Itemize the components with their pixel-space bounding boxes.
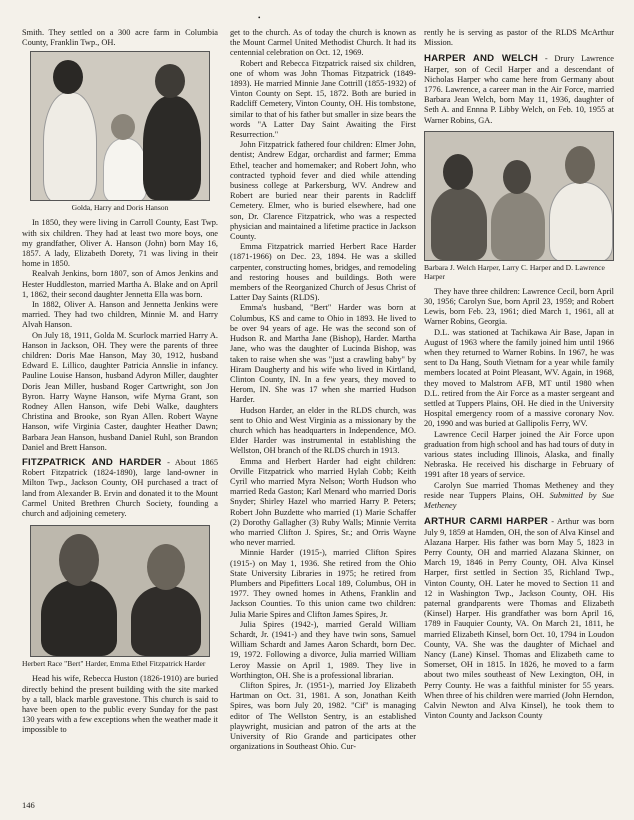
col2-paragraph-6: Hudson Harder, an elder in the RLDS church, was sent to Ohio and West Virginia as a missionary by the church which has headquarters in Independence, MO. Elder Harder was instrumental in establishing the Wellston, OH branch of the RLDS church in 1913. [230, 405, 416, 456]
col1-paragraph-3: In 1882, Oliver A. Hanson and Jennetta Jenkins were married. They had two children, Minnie M. and Harry Alvah Hanson. [22, 300, 218, 330]
col2-paragraph-2: Robert and Rebecca Fitzpatrick raised six children, one of whom was John Thomas Fitzpatrick (1849-1893). He married Minnie Jane Cottrill (1855-1932) of Vinton County on Sept. 15, 1872. Both are buried in Radcliff Cemetery, Vinton County, OH. His tombstone, similar to that of his father but smaller in size bears the words "A Latter Day Saint Awaiting the First Resurrection." [230, 58, 416, 140]
top-mark: • [258, 14, 261, 22]
col3-section-harper-welch [424, 54, 614, 125]
col1-paragraph-5: - About 1865 Robert Fitzpatrick (1824-1890), large land-owner in Milton Twp., Jackson County, OH purchased a tract of land from Alexander B. Ervin and donated it to the Mount Carmel United Brethren Church Society, founding a church and adjoining cemetery. [22, 458, 218, 519]
photo-hanson-family [30, 51, 210, 201]
col1-paragraph-6: Head his wife, Rebecca Huston (1826-1910) are buried directly behind the present building with the site marked by a tall, black marble gravestone. This church is said to have been open to the public every Sunday for the past 130 years with a few exceptions when the weather made it impossible to [22, 674, 218, 735]
col3-paragraph-7: - Arthur was born July 9, 1859 at Hamden, OH, the son of Alva Kinsel and Alazana Harper. His father was born May 5, 1823 in Perry County, OH and married Alazana Skinner, on March 19, 1846 in Perry County, OH. Alva Kinsel Harper, first settled in Section 35, Richland Twp., Vinton County, OH. Later he moved to Section 11 and 12 in Washington Twp., Jackson County, OH. His paternal grandparents were Thomas and Elizabeth (Kinsel) Harper. His grandfather was born April 16, 1789 in Fauquier County, VA. On March 21, 1811, he married Elizabeth Kinsel, born Oct. 10, 1794 in Loudon County, VA. She was the daughter of Michael and Nancy (Lane) Kinsel. Thomas and Elizabeth came to Somerset, OH in 1815. In 1826, he moved to a farm about two miles southeast of New Lexington, OH, in Perry County. He was a faithful minister for 55 years. When three of his children were married (John Herndon, Calvin Newton and Alva Kinsel), he took them to Vinton County and Jackson County [424, 517, 614, 721]
photo-harder-couple [30, 525, 210, 657]
col3-paragraph-1: rently he is serving as pastor of the RLDS McArthur Mission. [424, 28, 614, 48]
col3-paragraph-5: Lawrence Cecil Harper joined the Air Force upon graduation from high school and has had tours of duty in various states including Illinois, Alaska, and finally Nebraska. He received his discharge in February of 1991 after 18 years of service. [424, 429, 614, 480]
col3-paragraph-3: They have three children: Lawrence Cecil, born April 30, 1956; Carolyn Sue, born April 23, 1959; and Robert Lewis, born Feb. 23, 1961; died March 1, 1961, all at Warner Robins, Georgia. [424, 286, 614, 327]
submitted-by: Submitted by Sue Metheney [424, 490, 614, 511]
photo1-caption: Golda, Harry and Doris Hanson [71, 203, 169, 213]
col2-paragraph-5: Emma's husband, "Bert" Harder was born at Columbus, KS and came to Ohio in 1893. He lived to be over 94 years of age. He was the second son of Hudson R. and Martha Jane (Bishop), Harder. Martha Jane, who was the daughter of Lucinda Bishop, was taken to raise when she was "just a crawling baby" by Hiram Daugherty and his wife who lived in Kirtland, Clinton County, IN. In a few years, they moved to Herom, IN. She was 17 when she married Hudson Harder. [230, 303, 416, 405]
col1-paragraph-1: In 1850, they were living in Carroll County, East Twp. with six children. They had at least two more boys, one my grandfather, Oliver A. Hanson (John) born May 16, 1857. A lady, Elizabeth Dorety, 71 was living in their home in 1850. [22, 218, 218, 269]
col2-paragraph-8: Minnie Harder (1915-), married Clifton Spires (1915-) on May 1, 1936. She retired from the Ohio State University Libraries in 1975; he retired from Plumbers and Pipefitters Local 189, Columbus, OH in 1977. They owned homes in Athens, Franklin and Jackson Counties. To this union came two children: Julia Marie Spires and Clifton James Spires, Jr. [230, 548, 416, 619]
page-number: 146 [22, 800, 35, 810]
col1-intro: Smith. They settled on a 300 acre farm in Columbia County, Franklin Twp., OH. [22, 28, 218, 48]
col1-paragraph-2: Realvah Jenkins, born 1807, son of Amos Jenkins and Hester Huddleston, married Martha A. Blake and on April 1, 1862, their second daughter Jennetta Ella was born. [22, 269, 218, 299]
column-1 [22, 28, 218, 736]
section-heading-harper-welch: HARPER AND WELCH [424, 53, 539, 65]
col3-paragraph-4: D.L. was stationed at Tachikawa Air Base, Japan in August of 1963 where the family joined him until 1966 when they returned to Warner Robins. In 1967, he was sent to Da Hang, South Vietnam for a year while family members located at Point Pleasant, WV. Again, in 1968, they moved to Malstrom AFB, MT until 1980 when D.L. retired from the Air Force as a master sergeant and settled at Tuppers Plains, OH. He died in the University Hospital emergency room of a massive coronary Nov. 20, 1990 and was buried at Gallipolis Ferry, WV. [424, 327, 614, 429]
col3-paragraph-6 [424, 481, 614, 512]
col3-paragraph-2: - Drury Lawrence Harper, son of Cecil Harper and a descendant of Nicholas Harper who came here from Germany about 1776. Lawrence, a career man in the Air Force, married Barbara Jean Welch, born May 11, 1936, daughter of Seth A. and Ennna P. Libby Welch, on Feb. 10, 1955 at Warner Robins, GA. [424, 54, 615, 125]
col2-paragraph-7: Emma and Herbert Harder had eight children: Orville Fitzpatrick who married Hylah Cobb; Keith Cyril who married Myra Nelson; Worth Hudson who married Reda Gaston; Karl Menard who married Doris Snyder; Shirley Hazel who married Harry P. Peters; Robert John Buzdette who married (1) Marie Schaffer (2) Dorothy Gallagher (3) Ruby Walls; Minnie Verrita who married Clifton J. Spires, Sr.; and Orris Wayne who never married. [230, 456, 416, 548]
photo2-caption: Herbert Race "Bert" Harder, Emma Ethel Fitzpatrick Harder [22, 659, 206, 669]
col3-paragraph-6-text: Carolyn Sue married Thomas Metheney and they reside near Tuppers Plains, OH. [424, 480, 614, 500]
col3-section-arthur-harper [424, 517, 614, 721]
col2-paragraph-3: John Fitzpatrick fathered four children: Elmer John, dentist; Andrew Edgar, orchardist and farmer; Emma Ethel, teacher and homemaker; and Robert John, who contracted typhoid fever and died while attending business college at Parkersburg, WV. Andrew and Robert are buried near their parents in Radcliff Cemetery. Elmer, who is buried elsewhere, had one son, Dr. Clarence Fitzpatrick, who was a respected physician and maintained a lifetime practice in Jackson County. [230, 140, 416, 242]
column-2 [230, 28, 416, 752]
col2-paragraph-9: Julia Spires (1942-), married Gerald William Schardt, Jr. (1941-) and they have twin sons, Samuel William Schardt and James Aaron Schardt, born Dec. 19, 1972. Following a divorce, Julia married William Leroy Massie on April 1, 1989. They live in Worthington, OH. She is a professional librarian. [230, 619, 416, 680]
column-3 [424, 28, 614, 721]
photo-harper-family [424, 131, 614, 261]
col1-section-fitzpatrick [22, 458, 218, 519]
col2-paragraph-10: Clifton Spires, Jr. (1951-), married Joy Elizabeth Hartman on Oct. 31, 1981. A son, Jonathan Keith Spires, was born July 20, 1982. "Cif" is managing editor of The Wellston Sentry, is an established playwright, musician and patron of the arts at the University of Rio Grande and participates other organizations in Southeast Ohio. Cur- [230, 681, 416, 752]
photo3-caption: Barbara J. Welch Harper, Larry C. Harper and D. Lawrence Harper [424, 262, 605, 281]
col1-paragraph-4: On July 18, 1911, Golda M. Scurlock married Harry A. Hanson in Jackson, OH. They were the parents of three children: Doris Mae Hanson, May 30, 1912, husband Edward E. Lillico, daughter Patricia Annslie in infancy. Pauline Louise Hanson, husband Adyron Miller, daughter Doris Jean Miller, husband Roger Cartwright, son Jon Byron. Harry Wayne Hanson, wife Myrna Grant, son Rodney Allen Hanson, wife Debi Walke, daughters Christina and Brooke, son Ryan Allen. Robert Wayne Hanson, wife Virginia Caster, daughter Heather Dawn; Barbara Jean Hanson, husband Daniel Ruhl, son Brandon Daniel and Brett Hanson. [22, 330, 218, 452]
section-heading-arthur-carmi-harper: ARTHUR CARMI HARPER [424, 516, 548, 528]
col2-paragraph-4: Emma Fitzpatrick married Herbert Race Harder (1871-1966) on Dec. 23, 1894. He was a skilled carpenter, constructing homes, bridges, and remodeling and restoring houses and buildings. Both were members of the Reorganized Church of Jesus Christ of Latter Day Saints (RLDS). [230, 242, 416, 303]
section-heading-fitzpatrick-harder: FITZPATRICK AND HARDER [22, 457, 162, 469]
col2-paragraph-1: get to the church. As of today the church is known as the Mount Carmel United Methodist Church. It had its centennial celebration on Oct. 12, 1969. [230, 28, 416, 58]
